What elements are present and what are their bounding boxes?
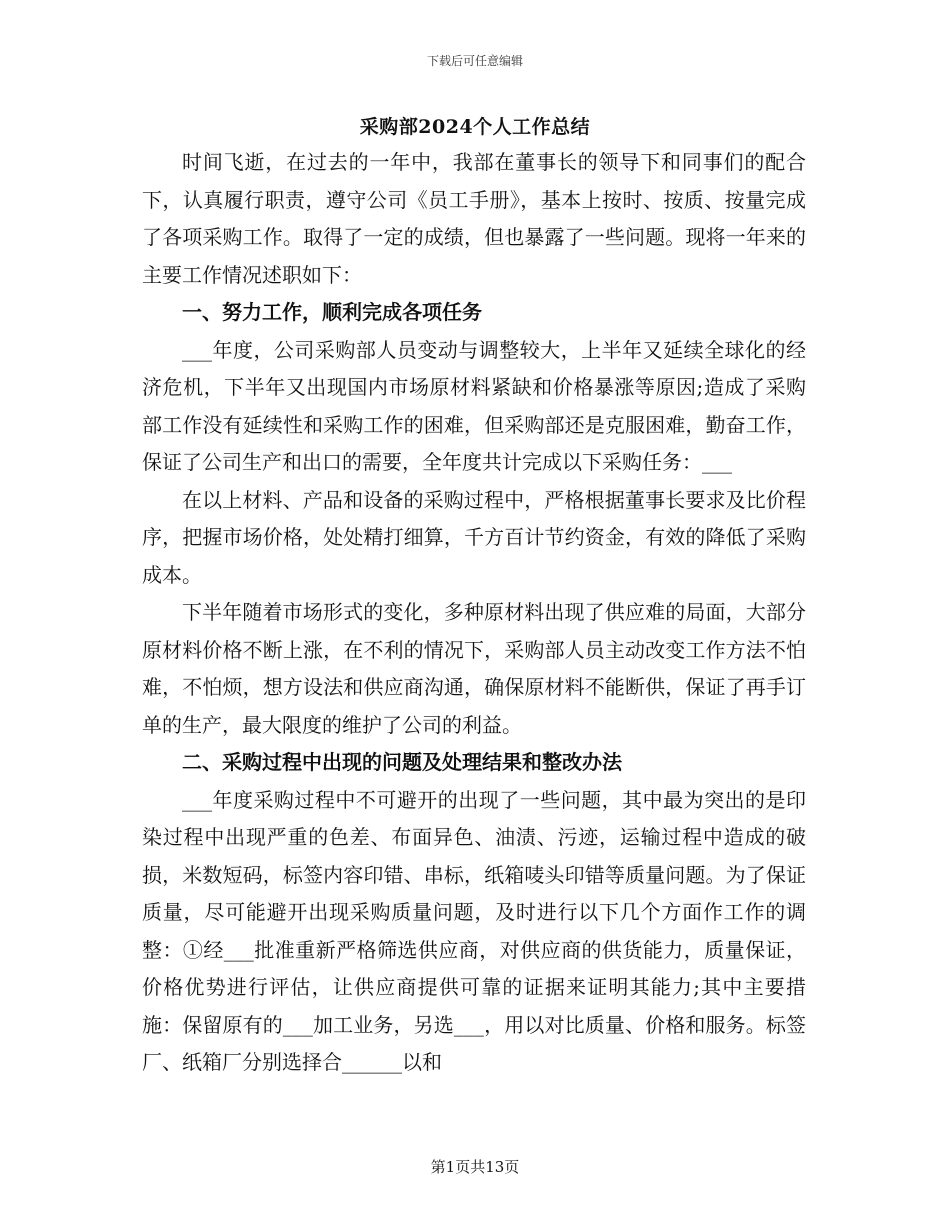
section-heading-2: 二、采购过程中出现的问题及处理结果和整改办法	[182, 750, 622, 774]
body-paragraph: ___年度采购过程中不可避开的出现了一些问题，其中最为突出的是印染过程中出现严重的色差、布面异色、油渍、污迹，运输过程中造成的破损，米数短码，标签内容印错、串标，纸箱唛头印错等质量问题。为了保证质量，尽可能避开出现采购质量问题，及时进行以下几个方面作工作的调整：①经___批准重新严格筛选供应商，对供应商的供货能力，质量保证，价格优势进行评估，让供应商提供可靠的证据来证明其能力;其中主要措施：保留原有的___加工业务，另选___，用以对比质量、价格和服务。标签厂、纸箱厂分别选择合______以和	[142, 787, 806, 1074]
page-number: 第1页共13页	[430, 1158, 520, 1176]
body-paragraph: 在以上材料、产品和设备的采购过程中，严格根据董事长要求及比价程序，把握市场价格，处处精打细算，千方百计节约资金，有效的降低了采购成本。	[142, 487, 806, 587]
body-paragraph: 下半年随着市场形式的变化，多种原材料出现了供应难的局面，大部分原材料价格不断上涨，在不利的情况下，采购部人员主动改变工作方法不怕难，不怕烦，想方设法和供应商沟通，确保原材料不能断供，保证了再手订单的生产，最大限度的维护了公司的利益。	[142, 600, 806, 737]
document-title: 采购部2024个人工作总结	[359, 116, 591, 138]
intro-paragraph: 时间飞逝，在过去的一年中，我部在董事长的领导下和同事们的配合下，认真履行职责，遵守公司《员工手册》，基本上按时、按质、按量完成了各项采购工作。取得了一定的成绩，但也暴露了一些问题。现将一年来的主要工作情况述职如下：	[142, 150, 806, 287]
section-heading-1: 一、努力工作，顺利完成各项任务	[182, 300, 482, 324]
document-body	[142, 144, 806, 1082]
page-header-note: 下载后可任意编辑	[426, 54, 523, 68]
body-paragraph: ___年度，公司采购部人员变动与调整较大，上半年又延续全球化的经济危机，下半年又出现国内市场原材料紧缺和价格暴涨等原因;造成了采购部工作没有延续性和采购工作的困难，但采购部还是克服困难，勤奋工作，保证了公司生产和出口的需要，全年度共计完成以下采购任务：___	[142, 337, 806, 474]
